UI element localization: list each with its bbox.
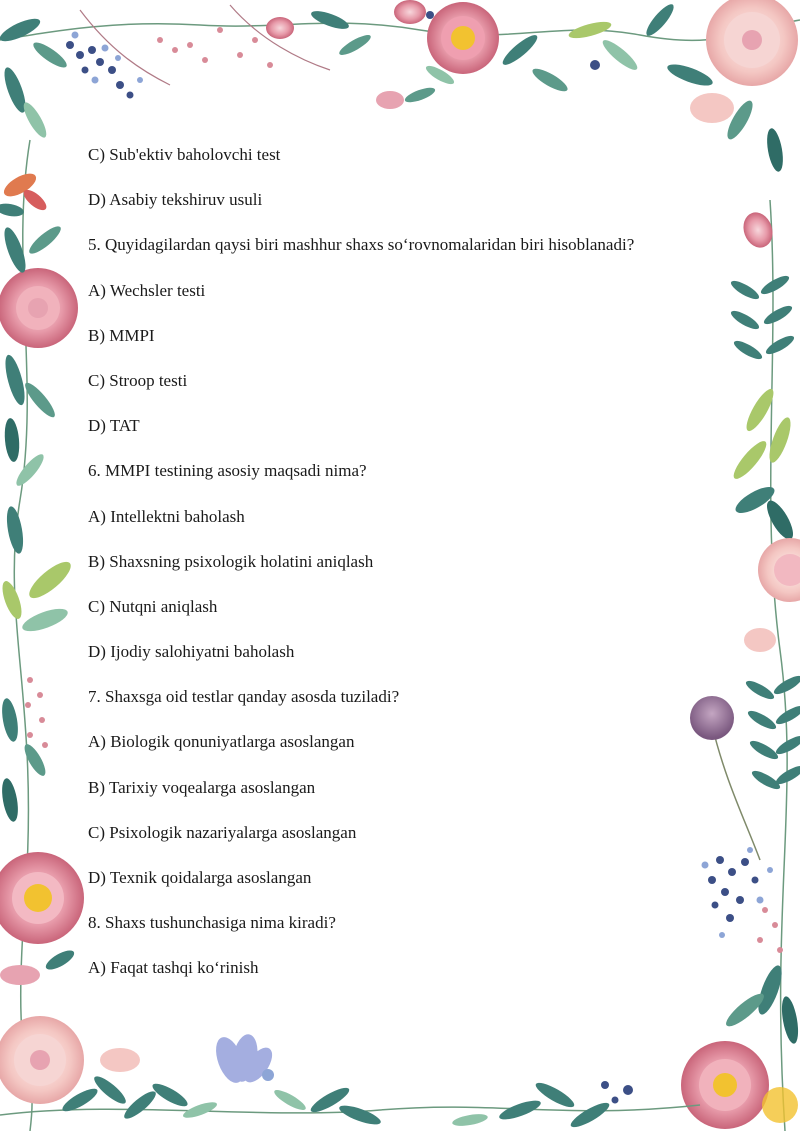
bottom-floral-cluster [0,1032,700,1131]
question-7: 7. Shaxsga oid testlar qanday asosda tuziladi? [88,687,400,707]
question-6: 6. MMPI testining asosiy maqsadi nima? [88,461,367,481]
lavender-flower [211,1032,278,1087]
question-5-option-b: B) MMPI [88,325,155,345]
question-5: 5. Quyidagilardan qaysi biri mashhur shaxs so‘rovnomalaridan biri hisoblanadi? [88,235,635,255]
question-7-option-d: D) Texnik qoidalarga asoslangan [88,868,312,887]
answer-option-d-asabiy: D) Asabiy tekshiruv usuli [88,190,263,210]
document-body [88,142,728,1001]
question-7-option-b: B) Tarixiy voqealarga asoslangan [88,777,316,797]
question-6-option-a: A) Intellektni baholash [88,506,245,526]
question-8: 8. Shaxs tushunchasiga nima kiradi? [88,913,336,933]
question-8-option-a: A) Faqat tashqi ko‘rinish [88,958,259,978]
answer-option-c-sub-ektiv: C) Sub'ektiv baholovchi test [88,145,281,164]
question-5-option-a: A) Wechsler testi [88,280,206,300]
question-6-option-d: D) Ijodiy salohiyatni baholash [88,642,295,662]
left-floral-cluster [0,140,84,1131]
question-5-option-c: C) Stroop testi [88,370,188,390]
question-6-option-c: C) Nutqni aniqlash [88,596,218,616]
question-7-option-a: A) Biologik qonuniyatlarga asoslangan [88,732,355,752]
question-7-option-c: C) Psixologik nazariyalarga asoslangan [88,822,357,842]
question-6-option-b: B) Shaxsning psixologik holatini aniqlash [88,551,374,571]
question-5-option-d: D) TAT [88,416,140,436]
